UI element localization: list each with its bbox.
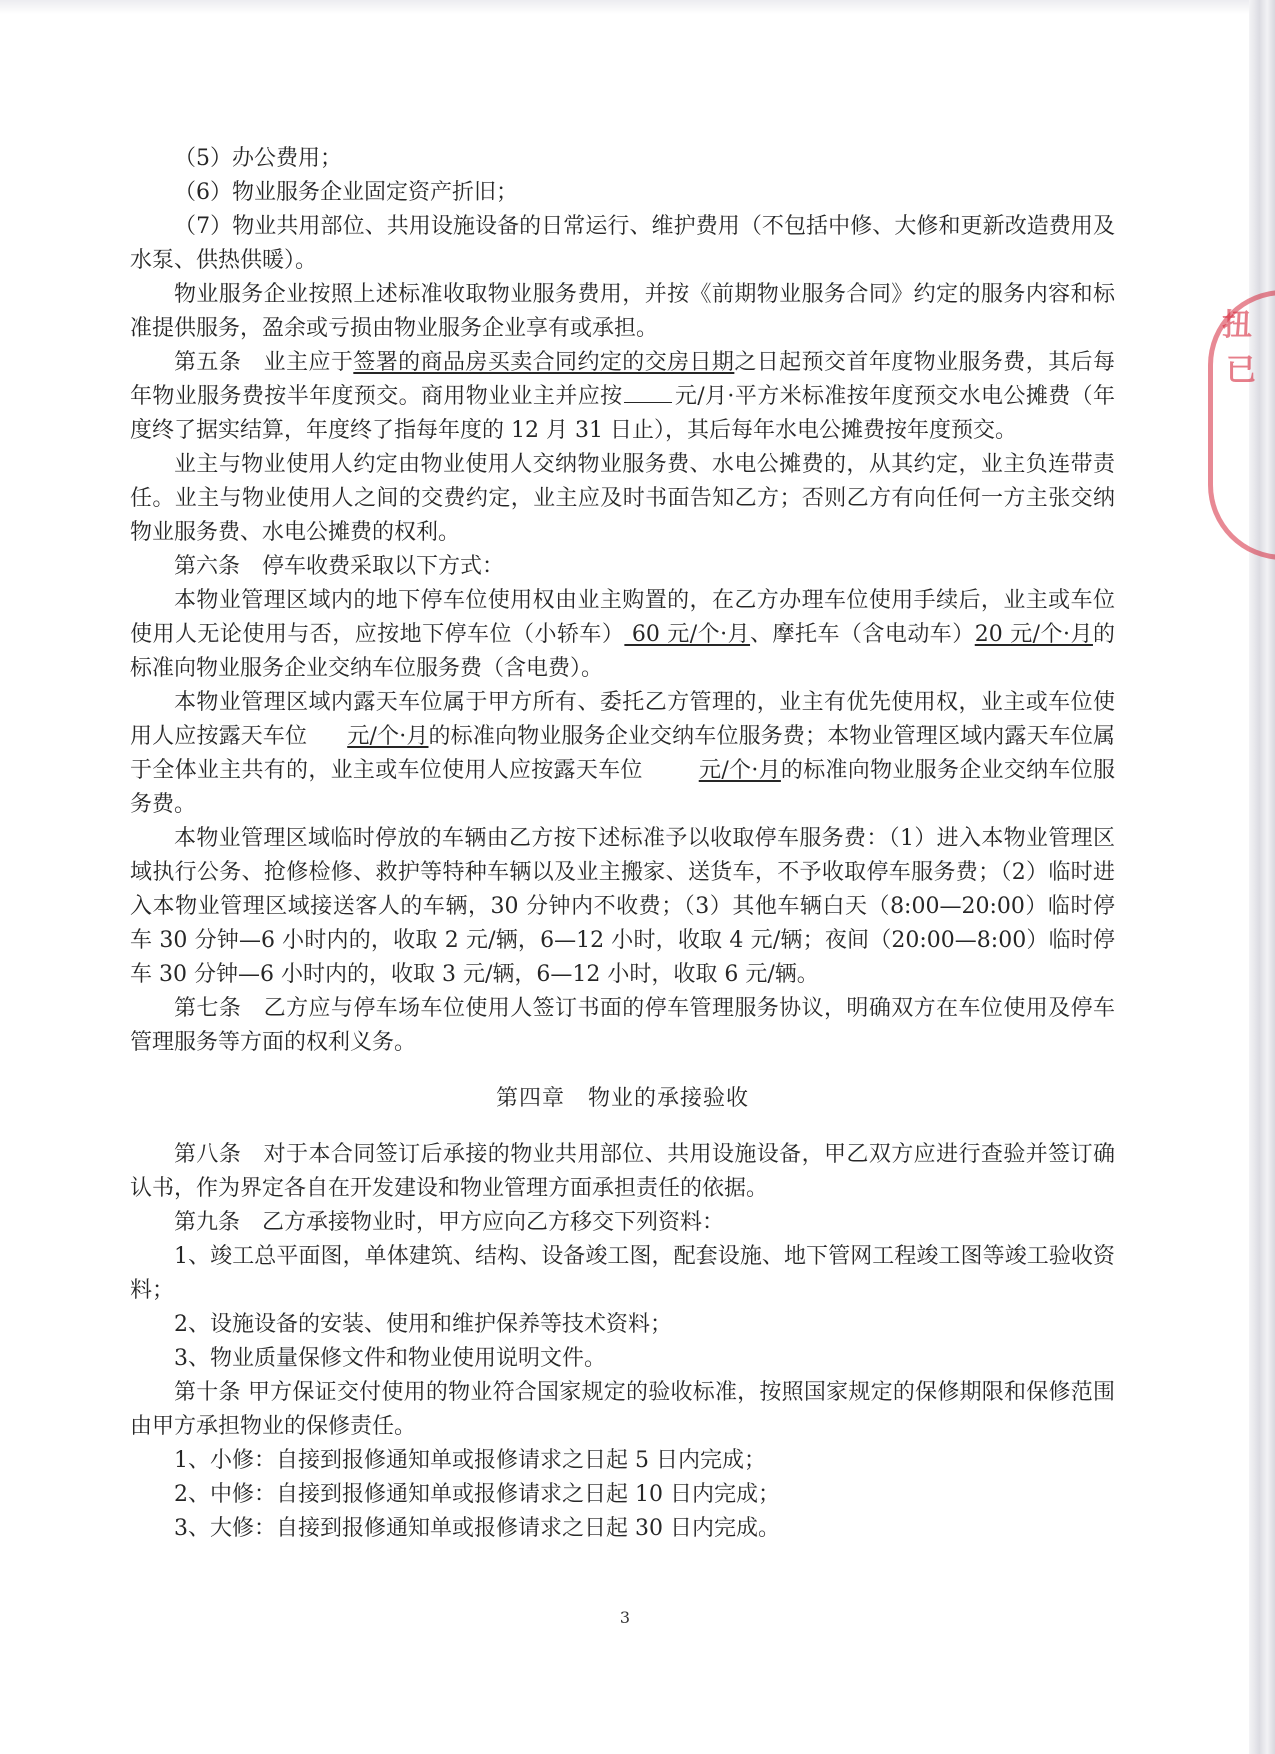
document-body [130,142,1115,1546]
item-office-costs: （5）办公费用； [174,146,342,171]
article-10-item-1: 1、小修：自接到报修通知单或报修请求之日起 5 日内完成； [174,1448,766,1473]
item-depreciation: （6）物业服务企业固定资产折旧； [174,180,518,205]
article-9: 第九条 乙方承接物业时，甲方应向乙方移交下列资料： [174,1210,725,1235]
stamp-character: 已 [1226,353,1256,388]
blank-field [309,725,345,743]
article-6-underground-parking: 本物业管理区域内的地下停车位使用权由业主购置的，在乙方办理车位使用手续后，业主或车位使用人无论使用与否，应按地下停车位（小轿车） 60 元/个·月、摩托车（含电动车）20 元/个·月的标准向物业服务企业交纳车位服务费（含电费）。 [130,588,1115,681]
delivery-date-underlined: 签署的商品房买卖合同约定的交房日期 [353,350,735,375]
article-6-open-air-parking: 本物业管理区域内露天车位属于甲方所有、委托乙方管理的，业主有优先使用权，业主或车位使用人应按露天车位 元/个·月的标准向物业服务企业交纳车位服务费；本物业管理区域内露天车位属于全体业主共有的，业主或车位使用人应按露天车位 元/个·月的标准向物业服务企业交纳车位服务费。 [130,690,1115,817]
article-7: 第七条 乙方应与停车场车位使用人签订书面的停车管理服务协议，明确双方在车位使用及停车管理服务等方面的权利义务。 [130,996,1115,1055]
blank-field [645,759,697,777]
open-air-fee-underlined-1: 元/个·月 [307,724,428,749]
page-number: 3 [619,1608,631,1627]
page-top-shadow [0,0,1250,14]
article-9-item-2: 2、设施设备的安装、使用和维护保养等技术资料； [174,1312,672,1337]
car-fee-underlined: 60 元/个·月 [624,622,751,647]
paragraph-service-fee-basis: 物业服务企业按照上述标准收取物业服务费用，并按《前期物业服务合同》约定的服务内容和标准提供服务，盈余或亏损由物业服务企业享有或承担。 [130,282,1115,341]
paragraph-joint-liability: 业主与物业使用人约定由物业使用人交纳物业服务费、水电公摊费的，从其约定，业主负连带责任。业主与物业使用人之间的交费约定，业主应及时书面告知乙方；否则乙方有向任何一方主张交纳物业服务费、水电公摊费的权利。 [130,452,1115,545]
blank-field [624,384,672,403]
chapter-4-heading: 第四章 物业的承接验收 [495,1086,749,1111]
article-6-temporary-parking: 本物业管理区域临时停放的车辆由乙方按下述标准予以收取停车服务费：（1）进入本物业管理区域执行公务、抢修检修、救护等特种车辆以及业主搬家、送货车，不予收取停车服务费；（2）临时进入本物业管理区域接送客人的车辆，30 分钟内不收费；（3）其他车辆白天（8:00—20:00）临时停车 30 分钟—6 小时内的，收取 2 元/辆，6—12 小时，收取 4 元/辆；夜间（20:00—8:00）临时停车 30 分钟—6 小时内的，收取 3 元/辆，6—12 小时，收取 6 元/辆。 [130,826,1115,987]
article-9-item-3: 3、物业质量保修文件和物业使用说明文件。 [174,1346,606,1371]
motorbike-fee-underlined: 20 元/个·月 [974,622,1093,647]
article-9-item-1: 1、竣工总平面图，单体建筑、结构、设备竣工图，配套设施、地下管网工程竣工图等竣工验收资料； [130,1244,1115,1303]
page-edge-shadow [1249,0,1275,1754]
article-6-title: 第六条 停车收费采取以下方式： [174,554,505,579]
article-10-item-2: 2、中修：自接到报修通知单或报修请求之日起 10 日内完成； [174,1482,780,1507]
open-air-fee-underlined-2: 元/个·月 [643,758,781,783]
article-10-item-3: 3、大修：自接到报修通知单或报修请求之日起 30 日内完成。 [174,1516,780,1541]
article-10: 第十条 甲方保证交付使用的物业符合国家规定的验收标准，按照国家规定的保修期限和保修范围由甲方承担物业的保修责任。 [130,1380,1115,1439]
stamp-character: 扭 [1222,308,1252,343]
item-maintenance-costs: （7）物业共用部位、共用设施设备的日常运行、维护费用（不包括中修、大修和更新改造费用及水泵、供热供暖）。 [130,214,1115,273]
article-8: 第八条 对于本合同签订后承接的物业共用部位、共用设施设备，甲乙双方应进行查验并签订确认书，作为界定各自在开发建设和物业管理方面承担责任的依据。 [130,1142,1115,1201]
article-5: 第五条 业主应于签署的商品房买卖合同约定的交房日期之日起预交首年度物业服务费，其后每年物业服务费按半年度预交。商用物业业主并应按 元/月·平方米标准按年度预交水电公摊费（年度终了据实结算，年度终了指每年度的 12 月 31 日止），其后每年水电公摊费按年度预交。 [130,350,1115,443]
